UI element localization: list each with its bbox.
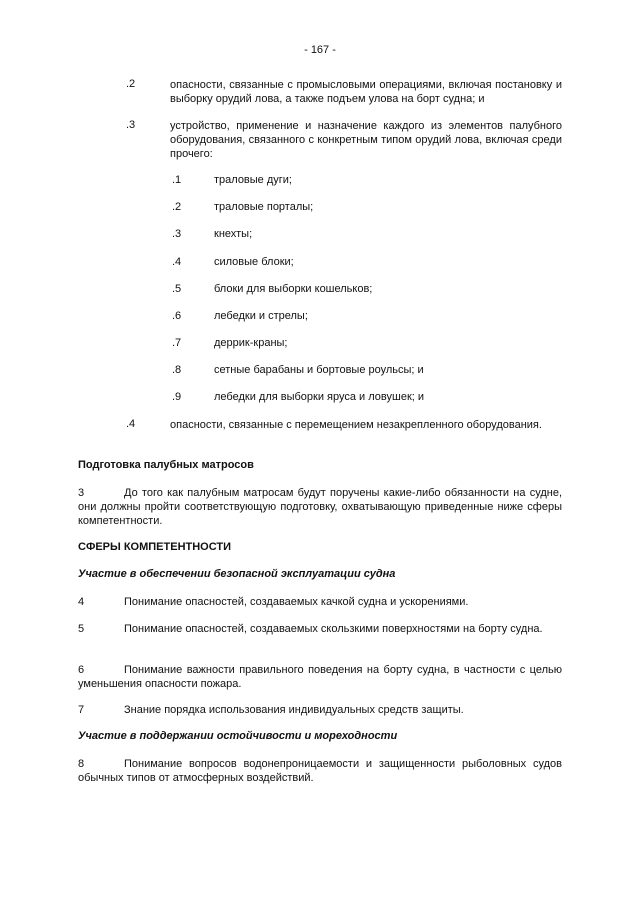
list-item-text: опасности, связанные с промысловыми операциями, включая постановку и выборку орудий лова, а также подъем улова на борт судна; и [170,79,562,105]
sub-item-number: .5 [172,283,182,295]
section-heading-training: Подготовка палубных матросов [78,459,254,471]
sub-item-text: лебедки и стрелы; [214,310,308,322]
paragraph-text: Понимание опасностей, создаваемых скользкими поверхностями на борту судна. [124,623,543,635]
paragraph-number: 4 [78,596,85,608]
list-item-text: устройство, применение и назначение каждого из элементов палубного оборудования, связанного с конкретным типом орудий лова, включая среди прочего: [170,120,562,160]
paragraph-5 [78,622,562,636]
sub-item-number: .8 [172,364,182,376]
paragraph-number: 6 [78,664,85,676]
sub-item-text: сетные барабаны и бортовые роульсы; и [214,364,424,376]
paragraph-text: До того как палубным матросам будут поручены какие-либо обязанности на судне, они должны пройти соответствующую подготовку, охватывающую приведенные ниже сферы компетентности. [78,487,562,527]
sub-item-text: блоки для выборки кошельков; [214,283,373,295]
list-item-number: .4 [126,418,136,430]
paragraph-7 [78,703,562,717]
sub-item-number: .6 [172,310,182,322]
paragraph-6 [78,663,562,691]
sub-item-number: .3 [172,228,182,240]
sub-item-text: траловые порталы; [214,201,314,213]
paragraph-text: Понимание вопросов водонепроницаемости и защищенности рыболовных судов обычных типов от атмосферных воздействий. [78,758,562,784]
list-item-text: опасности, связанные с перемещением незакрепленного оборудования. [170,419,542,431]
paragraph-number: 5 [78,623,85,635]
sub-item-number: .4 [172,256,182,268]
sub-item-number: .9 [172,391,182,403]
paragraph-number: 7 [78,704,85,716]
sub-item-text: кнехты; [214,228,253,240]
subheading-stability: Участие в поддержании остойчивости и мореходности [78,730,398,742]
sub-item-text: лебедки для выборки яруса и ловушек; и [214,391,425,403]
section-heading-competence: СФЕРЫ КОМПЕТЕНТНОСТИ [78,541,232,553]
page-number: - 167 - [304,44,336,56]
paragraph-number: 8 [78,758,85,770]
subheading-safety: Участие в обеспечении безопасной эксплуатации судна [78,568,396,580]
list-item-number: .3 [126,119,136,131]
paragraph-4 [78,595,562,609]
paragraph-8 [78,757,562,785]
paragraph-text: Понимание опасностей, создаваемых качкой судна и ускорениями. [124,596,469,608]
sub-item-text: деррик-краны; [214,337,288,349]
paragraph-text: Знание порядка использования индивидуальных средств защиты. [124,704,464,716]
sub-item-text: силовые блоки; [214,256,294,268]
paragraph-3 [78,486,562,528]
sub-item-number: .7 [172,337,182,349]
sub-item-number: .2 [172,201,182,213]
sub-item-text: траловые дуги; [214,174,292,186]
list-item-number: .2 [126,78,136,90]
paragraph-number: 3 [78,487,85,499]
sub-item-number: .1 [172,174,182,186]
paragraph-text: Понимание важности правильного поведения на борту судна, в частности с целью уменьшения опасности пожара. [78,664,562,690]
